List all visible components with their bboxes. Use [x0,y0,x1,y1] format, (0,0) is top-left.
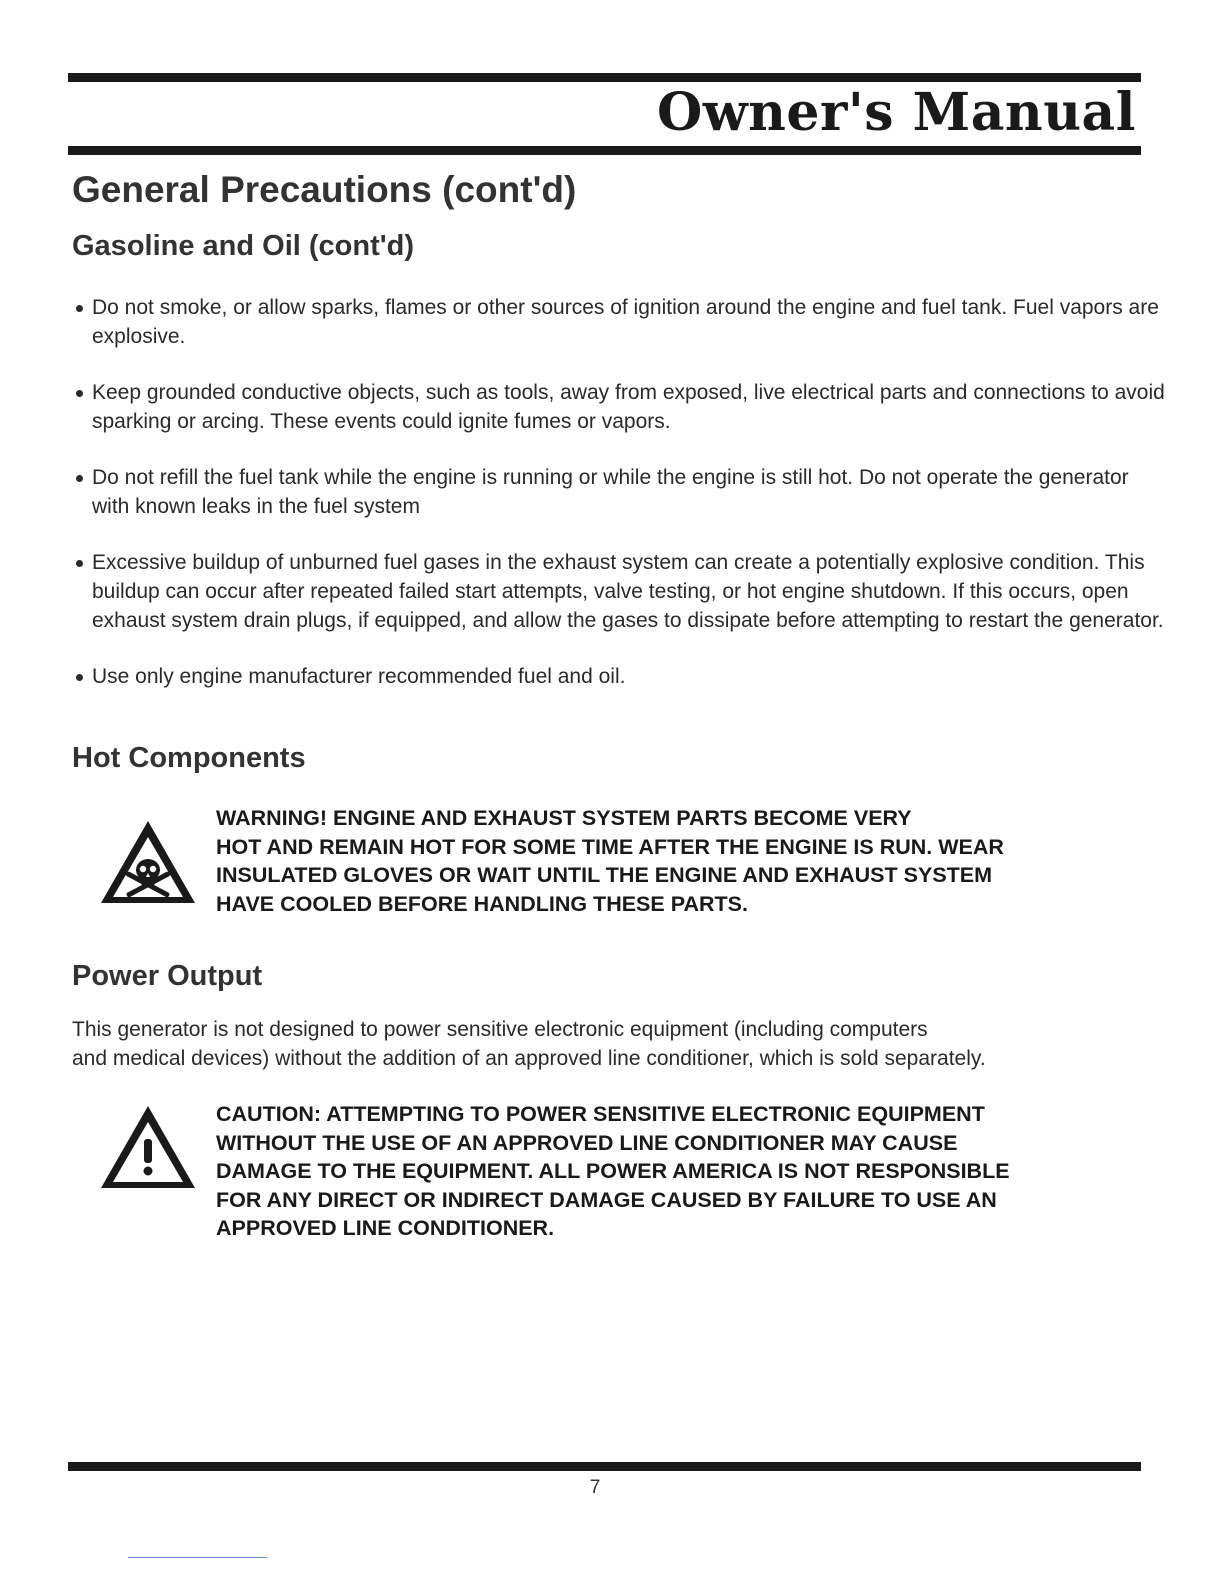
header-rule-bottom [68,146,1141,155]
list-item [76,548,1166,635]
bullet-icon [76,560,83,567]
list-item [76,378,1166,436]
bullet-icon [76,390,83,397]
exclamation-warning-icon [98,1103,198,1191]
footer-rule [68,1462,1141,1471]
list-item [76,293,1166,351]
list-item-text: Do not smoke, or allow sparks, flames or other sources of ignition around the engine and fuel tank. Fuel vapors are explosive. [92,296,1159,348]
bullet-icon [76,305,83,312]
page-title: General Precautions (cont'd) [72,169,577,210]
header-rule-top [68,73,1141,82]
footer-link-underline [128,1557,267,1558]
section-heading-gasoline-oil: Gasoline and Oil (cont'd) [72,230,415,262]
bullet-icon [76,475,83,482]
list-item-text: Keep grounded conductive objects, such as tools, away from exposed, live electrical parts and connections to avoid sparking or arcing. These events could ignite fumes or vapors. [92,381,1165,433]
list-item-text: Excessive buildup of unburned fuel gases in the exhaust system can create a potentially explosive condition. This buildup can occur after repeated failed start attempts, valve testing, or hot engine shutdown. If this occurs, open exhaust system drain plugs, if equipped, and allow the gases to dissipate before attempting to restart the generator. [92,551,1164,632]
gasoline-precautions-list [76,293,1166,718]
list-item-text: Use only engine manufacturer recommended fuel and oil. [92,665,626,688]
page-number: 7 [589,1477,601,1498]
list-item [76,463,1166,521]
power-output-caution: CAUTION: ATTEMPTING TO POWER SENSITIVE ELECTRONIC EQUIPMENT WITHOUT THE USE OF AN APPROVED LINE CONDITIONER MAY CAUSE DAMAGE TO THE EQUIPMENT. ALL POWER AMERICA IS NOT RESPONSIBLE FOR ANY DIRECT OR INDIRECT DAMAGE CAUSED BY FAILURE TO USE AN APPROVED LINE CONDITIONER. [216,1102,1010,1240]
bullet-icon [76,674,83,681]
list-item-text: Do not refill the fuel tank while the engine is running or while the engine is still hot. Do not operate the generator with known leaks in the fuel system [92,466,1129,518]
section-heading-hot-components: Hot Components [72,742,306,774]
manual-title: Owner's Manual [657,82,1136,143]
section-heading-power-output: Power Output [72,960,263,992]
power-output-paragraph: This generator is not designed to power sensitive electronic equipment (including computers and medical devices) without the addition of an approved line conditioner, which is sold separately. [72,1018,986,1070]
list-item [76,662,1166,691]
hot-components-warning: WARNING! ENGINE AND EXHAUST SYSTEM PARTS BECOME VERY HOT AND REMAIN HOT FOR SOME TIME AFTER THE ENGINE IS RUN. WEAR INSULATED GLOVES OR WAIT UNTIL THE ENGINE AND EXHAUST SYSTEM HAVE COOLED BEFORE HANDLING THESE PARTS. [216,806,1004,916]
skull-warning-icon [98,818,198,906]
